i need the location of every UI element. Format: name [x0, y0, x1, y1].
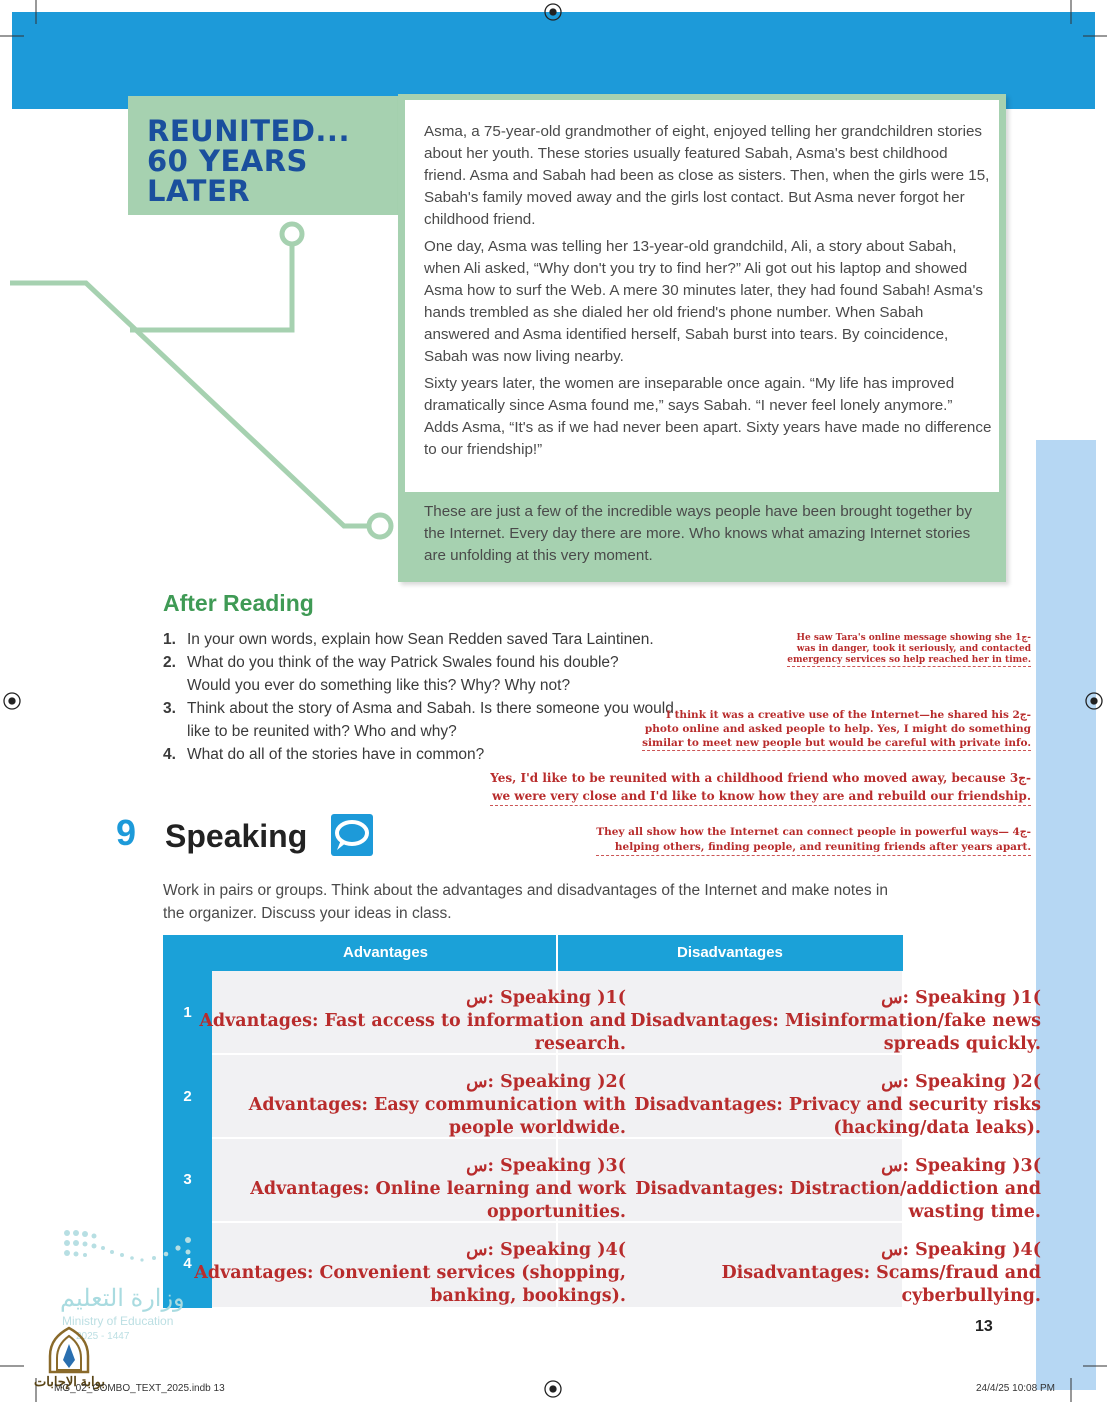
- answer-1-line-2: was in danger, took it seriously, and contacted: [796, 644, 1031, 654]
- row-1-dis-text-2: spreads quickly.: [883, 1034, 1041, 1054]
- row-2-dis-text-2: (hacking/data leaks).: [833, 1118, 1041, 1138]
- answer-2: [642, 708, 1031, 751]
- after-reading-heading: After Reading: [163, 590, 314, 616]
- organizer-header: [163, 935, 903, 971]
- header-disadvantages: Disadvantages: [677, 944, 783, 961]
- question-3-number: 3.: [163, 700, 176, 717]
- answer-1: [787, 633, 1031, 667]
- speaking-instructions: Work in pairs or groups. Think about the advantages and disadvantages of the Internet and make notes in the organizer. Discuss your ideas in class.: [163, 882, 888, 922]
- row-3-adv-label: س: Speaking )3(: [466, 1156, 626, 1176]
- row-3-adv-text: Advantages: Online learning and work: [250, 1179, 626, 1199]
- row-1-advantage: [199, 987, 626, 1056]
- row-3-disadvantage: [635, 1155, 1041, 1224]
- row-2-dis-text: Disadvantages: Privacy and security risks: [634, 1095, 1041, 1115]
- story-text: [424, 121, 992, 466]
- question-3-text-2: like to be reunited with? Who and why?: [187, 723, 457, 740]
- answer-3-line-1: Yes, I'd like to be reunited with a childhood friend who moved away, because ج3-: [490, 771, 1031, 785]
- speaking-icon: [331, 814, 373, 856]
- title-line-3: LATER: [147, 174, 251, 208]
- row-3-dis-text-2: wasting time.: [908, 1202, 1041, 1222]
- answer-2-line-2: photo online and asked people to help. Yes, I might do something: [644, 723, 1031, 735]
- row-3-advantage: [250, 1155, 626, 1224]
- row-2-dis-label: س: Speaking )2(: [881, 1072, 1041, 1092]
- row-2-adv-text-2: people worldwide.: [448, 1118, 626, 1138]
- row-3-dis-label: س: Speaking )3(: [881, 1156, 1041, 1176]
- answer-2-line-1: I think it was a creative use of the Internet—he shared his ج2-: [666, 709, 1031, 721]
- row-4-advantage: [194, 1239, 626, 1308]
- row-1-number: 1: [183, 1004, 192, 1021]
- question-3-text: Think about the story of Asma and Sabah. Is there someone you would: [187, 700, 674, 717]
- site-name-arabic: بوابة الإجابات: [34, 1374, 105, 1389]
- row-4-dis-label: س: Speaking )4(: [881, 1240, 1041, 1260]
- ministry-year: 2025 - 1447: [76, 1331, 130, 1342]
- title-line-2: 60 YEARS: [147, 144, 308, 178]
- site-logo-icon: [46, 1326, 92, 1374]
- row-1-adv-text-2: research.: [534, 1034, 626, 1054]
- row-4-adv-label: س: Speaking )4(: [466, 1240, 626, 1260]
- answer-4-line-2: helping others, finding people, and reuniting friends after years apart.: [614, 841, 1031, 853]
- answer-4: [596, 825, 1031, 856]
- article-title: [147, 116, 350, 206]
- ministry-name-arabic: وزارة التعليم: [60, 1285, 185, 1312]
- row-1-adv-label: س: Speaking )1(: [466, 988, 626, 1008]
- question-2-number: 2.: [163, 654, 176, 671]
- row-3-adv-text-2: opportunities.: [486, 1202, 626, 1222]
- question-2-text-2: Would you ever do something like this? Why? Why not?: [187, 677, 571, 694]
- header-advantages: Advantages: [343, 944, 429, 961]
- question-4-text: What do all of the stories have in common?: [187, 746, 485, 763]
- question-4-number: 4.: [163, 746, 176, 763]
- row-2-adv-label: س: Speaking )2(: [466, 1072, 626, 1092]
- ministry-logo-dots: [62, 1228, 197, 1278]
- section-number: 9: [116, 812, 137, 853]
- row-3-dis-text: Disadvantages: Distraction/addiction and: [635, 1179, 1041, 1199]
- row-4-disadvantage: [721, 1239, 1041, 1308]
- story-paragraph-4: Adds Asma, “It's as if we had never been apart. Sixty years have made no difference to our friendship!”: [424, 419, 992, 458]
- row-4-dis-text-2: cyberbullying.: [901, 1286, 1041, 1306]
- ministry-name-english: Ministry of Education: [62, 1314, 174, 1328]
- row-1-disadvantage: [630, 987, 1041, 1056]
- answer-1-line-3: emergency services so help reached her in time.: [787, 655, 1031, 665]
- row-4-adv-text-2: banking, bookings).: [430, 1286, 626, 1306]
- answer-4-line-1: They all show how the Internet can connect people in powerful ways— ج4-: [596, 826, 1031, 838]
- story-paragraph-2: One day, Asma was telling her 13-year-old grandchild, Ali, a story about Sabah, when Ali asked, “Why don't you try to find her?” Ali got out his laptop and showed Asma how to surf the Web. A mere 30 minutes later, they had found Sabah! Asma's hands trembled as she dialed her old friend's phone number. When Sabah answered and Asma identified herself, Sabah burst into tears. By coincidence, Sabah was now living nearby.: [424, 238, 983, 365]
- row-2-number: 2: [183, 1088, 192, 1105]
- row-1-dis-label: س: Speaking )1(: [881, 988, 1041, 1008]
- row-2-disadvantage: [634, 1071, 1041, 1140]
- row-3-number: 3: [183, 1171, 192, 1188]
- row-1-adv-text: Advantages: Fast access to information and: [199, 1011, 626, 1031]
- question-1-number: 1.: [163, 631, 176, 648]
- section-title: Speaking: [165, 818, 308, 854]
- question-1-text: In your own words, explain how Sean Redden saved Tara Laintinen.: [187, 631, 654, 648]
- story-paragraph-1: Asma, a 75-year-old grandmother of eight, enjoyed telling her grandchildren stories about her youth. These stories usually featured Sabah, Asma's best childhood friend. Asma and Sabah had been as close as sisters. Then, when the girls were 15, Sabah's family moved away and the girls lost contact. But Asma never forgot her childhood friend.: [424, 123, 990, 228]
- row-4-number: 4: [183, 1255, 192, 1272]
- row-2-adv-text: Advantages: Easy communication with: [248, 1095, 626, 1115]
- footer-file-info: MG_02_COMBO_TEXT_2025.indb 13: [54, 1383, 225, 1394]
- question-list: [163, 628, 723, 768]
- story-paragraph-3: Sixty years later, the women are inseparable once again. “My life has improved dramatically since Asma found me,” says Sabah. “I never feel lonely anymore.”: [424, 375, 955, 414]
- footer-date: 24/4/25 10:08 PM: [976, 1383, 1055, 1394]
- row-1-dis-text: Disadvantages: Misinformation/fake news: [630, 1011, 1041, 1031]
- row-2-advantage: [249, 1071, 626, 1140]
- answer-3: [490, 769, 1031, 806]
- question-2-text: What do you think of the way Patrick Swales found his double?: [187, 654, 619, 671]
- story-closing: These are just a few of the incredible ways people have been brought together by the Internet. Every day there are more. Who knows what amazing Internet stories are unfolding at this very moment.: [424, 503, 972, 564]
- page-number: 13: [975, 1318, 993, 1335]
- row-4-adv-text: Advantages: Convenient services (shopping,: [194, 1263, 626, 1283]
- answer-2-line-3: similar to meet new people but would be careful with private info.: [642, 737, 1031, 749]
- row-4-dis-text: Disadvantages: Scams/fraud and: [721, 1263, 1041, 1283]
- title-line-1: REUNITED...: [147, 114, 350, 148]
- answer-1-line-1: He saw Tara's online message showing she ج1-: [796, 633, 1031, 643]
- answer-3-line-2: we were very close and I'd like to know how they are and rebuild our friendship.: [492, 789, 1031, 803]
